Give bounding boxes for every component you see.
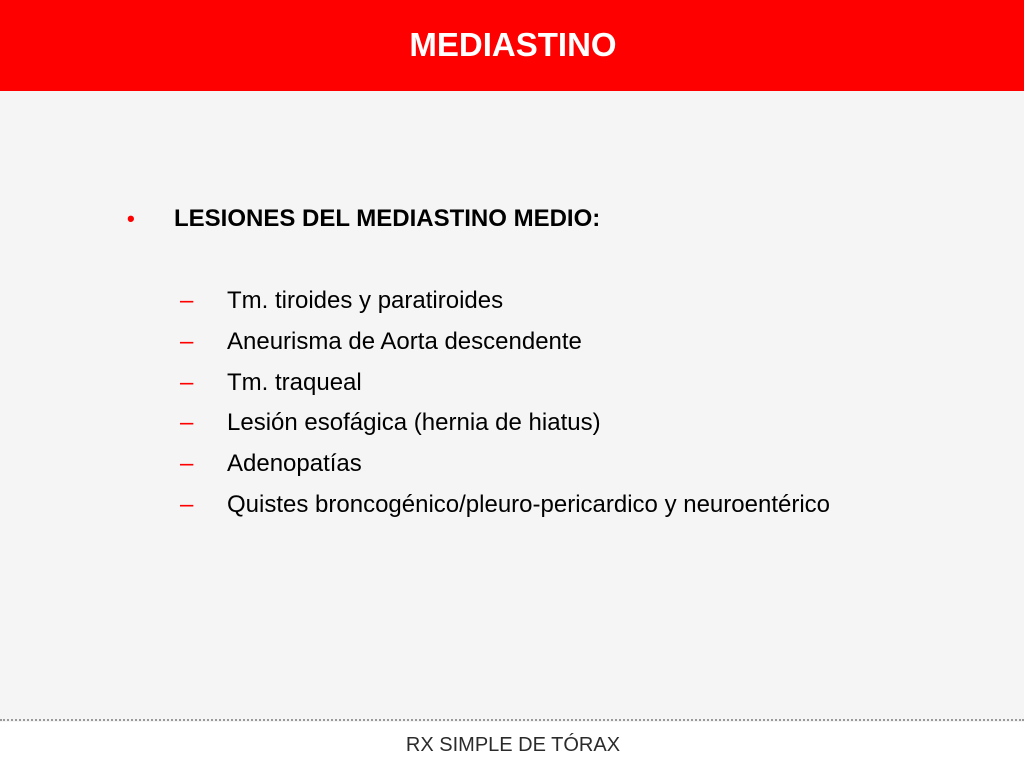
slide-content <box>0 91 1024 711</box>
footer-divider <box>0 719 1024 721</box>
list-item-text: Lesión esofágica (hernia de hiatus) <box>227 409 601 437</box>
slide-footer <box>0 722 1024 768</box>
list-item <box>180 491 830 532</box>
slide-title: MEDIASTINO <box>409 25 617 63</box>
section-heading: LESIONES DEL MEDIASTINO MEDIO: <box>174 205 601 232</box>
footer-title: RX SIMPLE DE TÓRAX <box>405 733 621 756</box>
bullet-icon: • <box>127 206 135 231</box>
list-item-text: Adenopatías <box>227 450 362 478</box>
dash-icon: – <box>180 327 194 355</box>
list-item <box>180 287 830 328</box>
main-bullet-point <box>127 205 600 233</box>
list-item-text: Aneurisma de Aorta descendente <box>227 327 582 355</box>
list-item-text: Tm. tiroides y paratiroides <box>227 287 504 314</box>
dash-icon: – <box>180 409 194 437</box>
list-item-text: Quistes broncogénico/pleuro-pericardico y neuroentérico <box>227 490 830 518</box>
list-item-text: Tm. traqueal <box>227 368 362 396</box>
list-item <box>180 328 830 369</box>
dash-icon: – <box>180 450 194 478</box>
list-item <box>180 450 830 491</box>
dash-icon: – <box>180 287 194 314</box>
lesion-list <box>180 287 830 532</box>
dash-icon: – <box>180 490 194 518</box>
list-item <box>180 409 830 450</box>
list-item <box>180 369 830 410</box>
dash-icon: – <box>180 368 194 396</box>
slide-header <box>0 0 1024 91</box>
